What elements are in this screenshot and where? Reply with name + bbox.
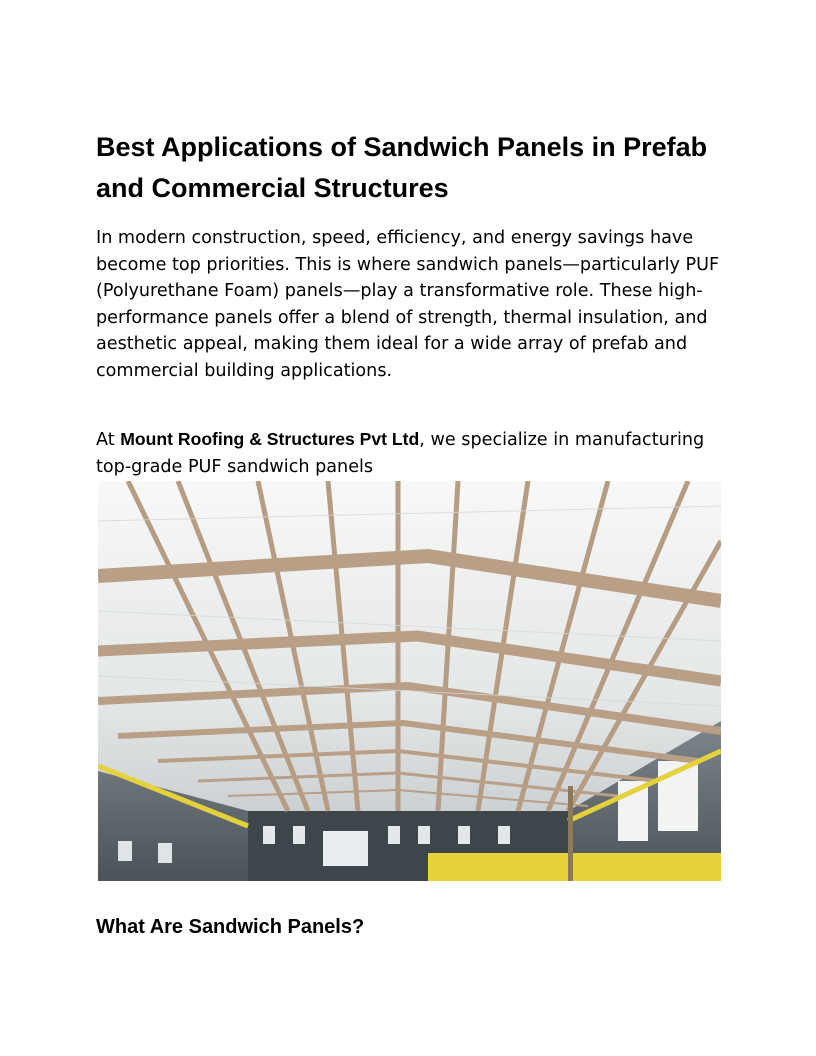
company-paragraph <box>96 426 736 480</box>
warehouse-interior-photo <box>98 481 721 881</box>
para2-suffix: , we specialize in manufacturing top-grade PUF sandwich panels <box>96 430 705 477</box>
intro-paragraph: In modern construction, speed, efficiency, and energy savings have become top priorities. This is where sandwich panels—particularly PUF (Polyurethane Foam) panels—play a transformative role. These high-performance panels offer a blend of strength, thermal insulation, and aesthetic appeal, making them ideal for a wide array of prefab and commercial building applications. <box>96 228 720 381</box>
para2-prefix: At <box>96 430 121 450</box>
company-name: Mount Roofing & Structures Pvt Ltd <box>120 429 420 449</box>
page-title: Best Applications of Sandwich Panels in Prefab and Commercial Structures <box>96 132 708 203</box>
section-heading: What Are Sandwich Panels? <box>96 916 365 938</box>
